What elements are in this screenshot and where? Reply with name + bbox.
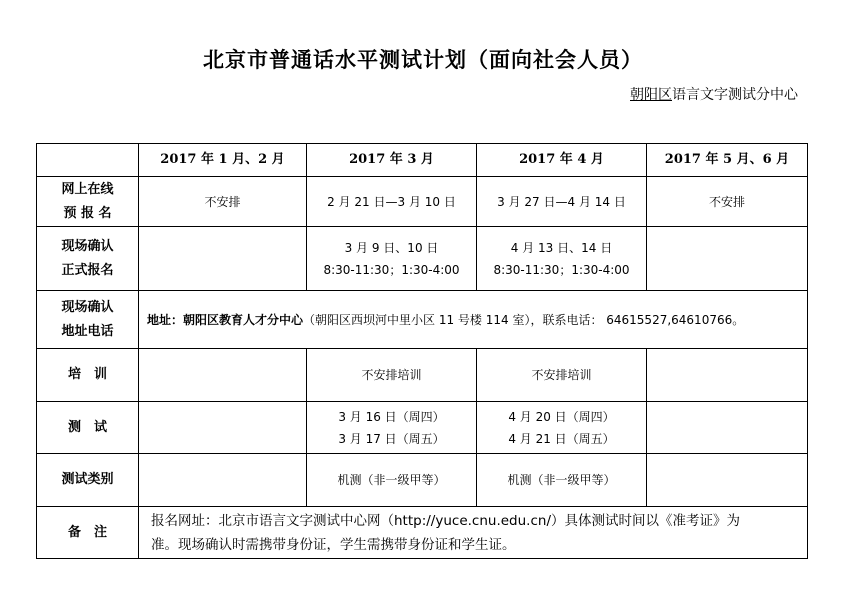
header-apr: 2017 年 4 月 xyxy=(477,144,647,177)
row-training xyxy=(37,349,808,402)
cell-confirm-apr: 4 月 13 日、14 日 8:30-11:30；1:30-4:00 xyxy=(477,227,647,291)
cell-category-apr: 机测（非一级甲等） xyxy=(477,454,647,507)
row-remarks xyxy=(37,507,808,559)
row-label: 测 试 xyxy=(37,402,139,454)
row-label: 培 训 xyxy=(37,349,139,402)
cell-training-mar: 不安排培训 xyxy=(307,349,477,402)
address-name: 地址：朝阳区教育人才分中心 xyxy=(147,312,304,327)
row-label: 测试类别 xyxy=(37,454,139,507)
cell-remarks: 报名网址：北京市语言文字测试中心网（http://yuce.cnu.edu.cn/）具体测试时间以《准考证》为 准。现场确认时需携带身份证，学生需携带身份证和学生证。 xyxy=(139,507,808,559)
header-mar: 2017 年 3 月 xyxy=(307,144,477,177)
page-title: 北京市普通话水平测试计划（面向社会人员） xyxy=(203,48,643,72)
cell-online-jan-feb: 不安排 xyxy=(139,177,307,227)
row-confirmation-address xyxy=(37,291,808,349)
row-label: 网上在线 预 报 名 xyxy=(37,177,139,227)
row-onsite-confirmation xyxy=(37,227,808,291)
address-detail: （朝阳区西坝河中里小区 11 号楼 114 室），联系电话： 64615527,64610766。 xyxy=(303,312,745,327)
issuer-name: 语言文字测试分中心 xyxy=(672,87,798,103)
cell-test-jan-feb xyxy=(139,402,307,454)
cell-online-mar: 2 月 21 日—3 月 10 日 xyxy=(307,177,477,227)
cell-test-may-jun xyxy=(647,402,808,454)
header-row xyxy=(37,144,808,177)
cell-category-jan-feb xyxy=(139,454,307,507)
row-label: 现场确认 正式报名 xyxy=(37,227,139,291)
cell-test-mar: 3 月 16 日（周四） 3 月 17 日（周五） xyxy=(307,402,477,454)
row-label: 备 注 xyxy=(37,507,139,559)
header-may-jun: 2017 年 5 月、6 月 xyxy=(647,144,808,177)
cell-category-mar: 机测（非一级甲等） xyxy=(307,454,477,507)
schedule-table xyxy=(36,143,808,559)
row-test xyxy=(37,402,808,454)
cell-category-may-jun xyxy=(647,454,808,507)
cell-test-apr: 4 月 20 日（周四） 4 月 21 日（周五） xyxy=(477,402,647,454)
row-label: 现场确认 地址电话 xyxy=(37,291,139,349)
cell-confirm-jan-feb xyxy=(139,227,307,291)
row-test-category xyxy=(37,454,808,507)
cell-training-jan-feb xyxy=(139,349,307,402)
cell-address xyxy=(139,291,808,349)
cell-training-apr: 不安排培训 xyxy=(477,349,647,402)
header-corner xyxy=(37,144,139,177)
cell-confirm-may-jun xyxy=(647,227,808,291)
cell-online-may-jun: 不安排 xyxy=(647,177,808,227)
issuer-district: 朝阳区 xyxy=(630,87,672,103)
cell-confirm-mar: 3 月 9 日、10 日 8:30-11:30；1:30-4:00 xyxy=(307,227,477,291)
header-jan-feb: 2017 年 1 月、2 月 xyxy=(139,144,307,177)
cell-online-apr: 3 月 27 日—4 月 14 日 xyxy=(477,177,647,227)
row-online-registration xyxy=(37,177,808,227)
cell-training-may-jun xyxy=(647,349,808,402)
issuer-line xyxy=(630,84,798,104)
